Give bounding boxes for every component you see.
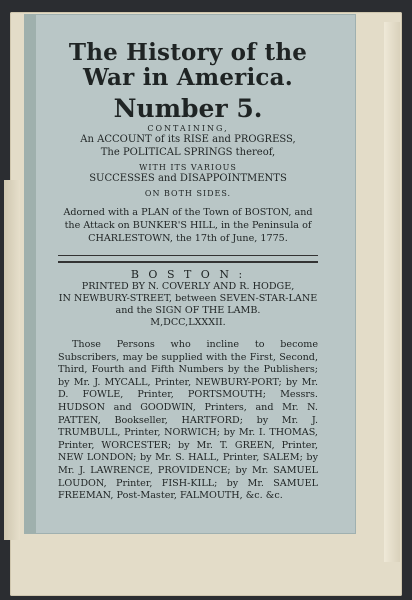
title	[58, 40, 318, 90]
containing: CONTAINING,	[147, 124, 229, 133]
imprint	[58, 269, 318, 329]
page-edge	[4, 180, 20, 540]
on-both-sides: ON BOTH SIDES.	[144, 189, 232, 198]
successes-line: SUCCESSES and DISAPPOINTMENTS	[89, 173, 287, 184]
adorned-paragraph: Adorned with a PLAN of the Town of BOSTON, and the Attack on BUNKER'S HILL, in the Peninsula of CHARLESTOWN, the 17th of June, 1775.	[63, 207, 313, 244]
cover-content	[58, 40, 318, 503]
cover-fold	[24, 14, 36, 534]
subtitle-line: An ACCOUNT of its RISE and PROGRESS,	[80, 134, 296, 145]
issue-number: Number 5.	[113, 94, 263, 123]
subscriber-notice: Those Persons who incline to become Subscribers, may be supplied with the First, Second, Third, Fourth and Fifth Numbers by the Publishers; by Mr. J. MYCALL, Printer, NEWBURY-PORT; by Mr. D. FOWLE, Printer, PORTSMOUTH; Messrs. HUDSON and GOODWIN, Printers, and Mr. N. PATTEN, Bookseller, HARTFORD; by Mr. J. TRUMBULL, Printer, NORWICH; by Mr. I. THOMAS, Printer, WORCESTER; by Mr. T. GREEN, Printer, NEW LONDON; by Mr. S. HALL, Printer, SALEM; by Mr. J. LAWRENCE, PROVIDENCE; by Mr. SAMUEL LOUDON, Printer, FISH-KILL; by Mr. SAMUEL FREEMAN, Post-Master, FALMOUTH, &c. &c.	[58, 339, 318, 502]
imprint-line: IN NEWBURY-STREET, between SEVEN-STAR-LANE	[58, 293, 318, 304]
imprint-line: and the SIGN OF THE LAMB.	[115, 305, 261, 316]
title-line: The History of the	[68, 39, 308, 66]
imprint-line: PRINTED BY N. COVERLY AND R. HODGE,	[81, 281, 295, 292]
imprint-line: M,DCC,LXXXII.	[150, 317, 226, 328]
subtitle-line: The POLITICAL SPRINGS thereof,	[100, 147, 276, 158]
title-line: War in America.	[83, 64, 293, 91]
rule	[58, 255, 318, 256]
page-edge	[384, 22, 400, 562]
imprint-city: B O S T O N :	[130, 268, 246, 281]
with-its-various: WITH ITS VARIOUS	[139, 163, 237, 172]
rule	[58, 261, 318, 263]
